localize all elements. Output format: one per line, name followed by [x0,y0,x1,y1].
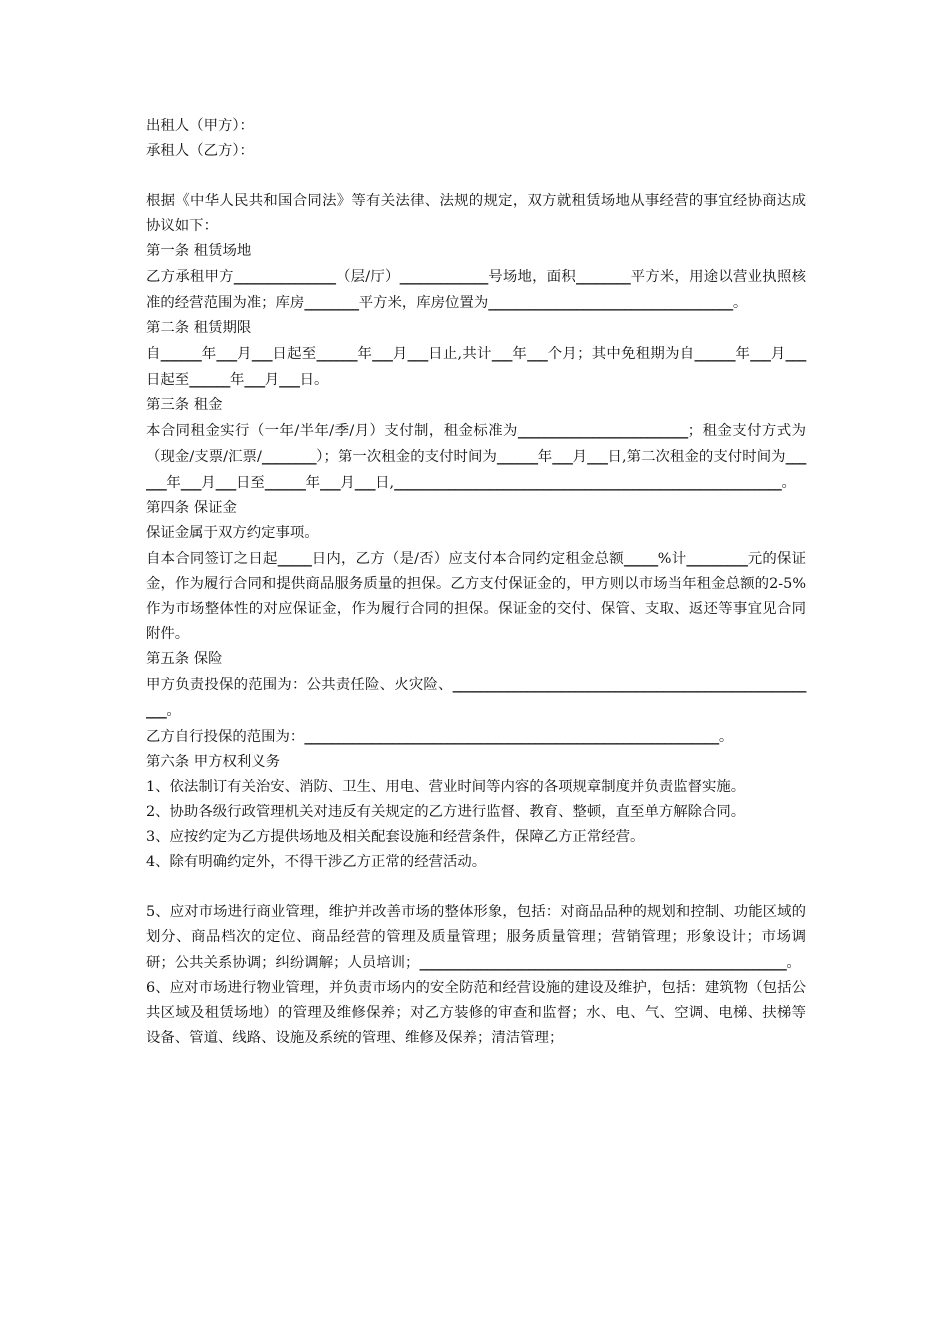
contract-paragraph: 乙方承租甲方_______________（层/厅）_____________号场地，面积________平方米，用途以营业执照核准的经营范围为准；库房________平方米，库房位置为____________________________________。 [146,268,806,311]
contract-paragraph: 出租人（甲方）： [146,118,254,134]
section-heading: 第六条 甲方权利义务 [146,754,281,770]
fill-in-blank: _________________________ [517,422,688,439]
fill-in-blank: ______ [694,345,736,362]
section-heading: 第四条 保证金 [146,500,237,516]
fill-in-blank: ___ [372,345,393,362]
section-heading: 第一条 租赁场地 [146,243,252,259]
blank-line [146,164,806,189]
fill-in-blank: ___ [319,474,341,491]
contract-paragraph: 6、应对市场进行物业管理，并负责市场内的安全防范和经营设施的建设及维护，包括：建筑物（包括公共区域及租赁场地）的管理及维修保养；对乙方装修的审查和监督；水、电、气、空调、电梯、扶梯等设备、管道、线路、设施及系统的管理、维修及保养；清洁管理； [146,980,806,1046]
contract-paragraph: 乙方自行投保的范围为：_____________________________________________________________。 [146,728,734,745]
contract-paragraph: 保证金属于双方约定事项。 [146,525,319,541]
fill-in-blank: ___ [215,474,236,491]
contract-paragraph: 自______年___月___日起至______年___月___日止,共计___年___个月；其中免租期为自______年___月___日起至______年___月___日。 [146,345,806,388]
contract-paragraph: 4、除有明确约定外，不得干涉乙方正常的经营活动。 [146,854,487,870]
fill-in-blank: ______ [189,371,230,388]
section-heading: 第二条 租赁期限 [146,320,252,336]
contract-paragraph: 本合同租金实行（一年/半年/季/月）支付制，租金标准为_________________________；租金支付方式为（现金/支票/汇票/________）；第一次租金的支付时间为______年___月___日,第二次租金的支付时间为______年___月___日至______年___月___日,_________________________________________________________。 [146,422,806,491]
fill-in-blank: ___ [216,345,237,362]
fill-in-blank: ______ [160,345,202,362]
section-heading: 第五条 保险 [146,651,223,667]
fill-in-blank: ___ [587,448,608,465]
fill-in-blank: ______ [496,448,538,465]
fill-in-blank: _________ [686,550,748,567]
contract-paragraph: 根据《中华人民共和国合同法》等有关法律、法规的规定，双方就租赁场地从事经营的事宜经协商达成协议如下： [146,193,806,234]
fill-in-blank: ________ [304,294,359,311]
fill-in-blank: ___ [407,345,428,362]
fill-in-blank: ___ [354,474,376,491]
contract-paragraph: 1、依法制订有关治安、消防、卫生、用电、营业时间等内容的各项规章制度并负责监督实施。 [146,779,746,795]
fill-in-blank: ______ [146,448,806,491]
fill-in-blank: _____ [277,550,312,567]
fill-in-blank: ___ [491,345,513,362]
fill-in-blank: ______ [264,474,306,491]
fill-in-blank: _____ [623,550,658,567]
blank-line [146,875,806,900]
contract-paragraph: 承租人（乙方）： [146,143,254,159]
fill-in-blank: ___ [279,371,300,388]
fill-in-blank: ____________________________________ [488,294,733,311]
fill-in-blank: ___ [785,345,806,362]
fill-in-blank: ___ [251,345,273,362]
fill-in-blank: _______________ [233,268,336,285]
fill-in-blank: ___ [552,448,573,465]
fill-in-blank: ________ [576,268,631,285]
fill-in-blank: ___ [244,371,265,388]
section-heading: 第三条 租金 [146,397,223,413]
fill-in-blank: _____________________________________________________________ [304,728,719,745]
contract-paragraph: 甲方负责投保的范围为：公共责任险、火灾险、_______________________________________________________。 [146,676,806,719]
contract-paragraph: 自本合同签订之日起_____日内，乙方（是/否）应支付本合同约定租金总额_____%计_________元的保证金，作为履行合同和提供商品服务质量的担保。乙方支付保证金的，甲方则以市场当年租金总额的2-5%作为市场整体性的对应保证金，作为履行合同的担保。保证金的交付、保管、支取、返还等事宜见合同附件。 [146,550,806,642]
fill-in-blank: ___ [527,345,548,362]
fill-in-blank: ___ [180,474,202,491]
contract-page [146,114,806,1051]
fill-in-blank: _________________________________________________________ [394,474,782,491]
fill-in-blank: ________ [261,448,317,465]
fill-in-blank: ___ [750,345,771,362]
fill-in-blank: _______________________________________________________ [146,676,806,719]
contract-paragraph: 5、应对市场进行商业管理，维护并改善市场的整体形象，包括：对商品品种的规划和控制、功能区域的划分、商品档次的定位、商品经营的管理及质量管理；服务质量管理；营销管理；形象设计；市场调研；公共关系协调；纠纷调解；人员培训；______________________________________________________。 [146,904,806,971]
contract-paragraph: 3、应按约定为乙方提供场地及相关配套设施和经营条件，保障乙方正常经营。 [146,829,645,845]
fill-in-blank: ______________________________________________________ [419,954,787,971]
fill-in-blank: ______ [316,345,358,362]
contract-paragraph: 2、协助各级行政管理机关对违反有关规定的乙方进行监督、教育、整顿，直至单方解除合同。 [146,804,746,820]
fill-in-blank: _____________ [399,268,488,285]
